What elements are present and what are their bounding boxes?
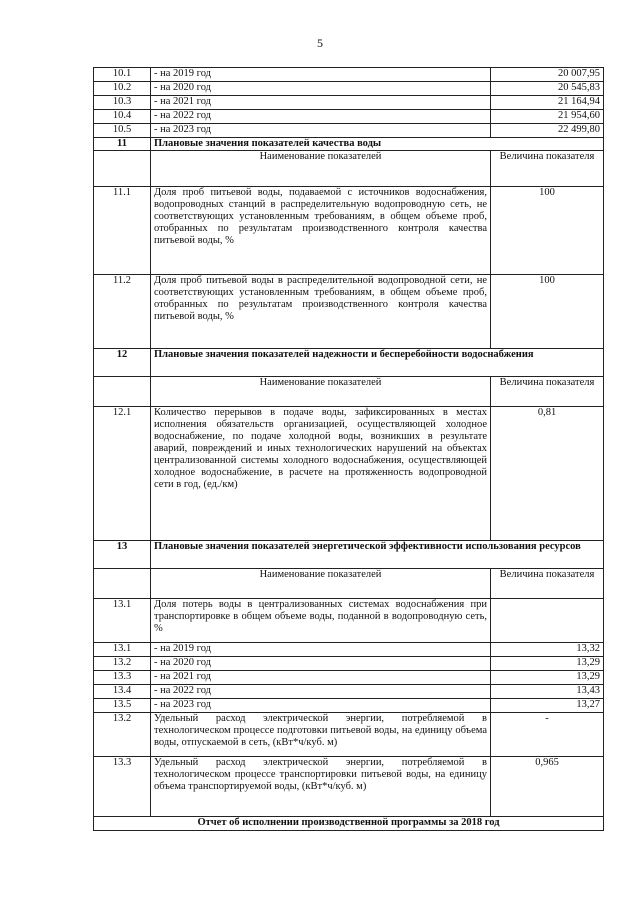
row-label: - на 2021 год — [151, 96, 491, 110]
indicators-table — [93, 67, 604, 831]
row-number: 13.1 — [94, 599, 151, 643]
section-header-13 — [94, 541, 604, 569]
table-row — [94, 657, 604, 671]
table-row — [94, 713, 604, 757]
table-row — [94, 685, 604, 699]
row-description: Доля проб питьевой воды в распределительной водопроводной сети, не соответствующих установленным требованиям, в общем объеме проб, отобранных по результатам производственного контроля качества питьевой воды, % — [151, 275, 491, 349]
page-number: 5 — [317, 36, 323, 50]
row-number: 10.2 — [94, 82, 151, 96]
section-title: Плановые значения показателей надежности и бесперебойности водоснабжения — [151, 349, 604, 377]
column-header-name: Наименование показателей — [151, 151, 491, 187]
row-label: - на 2020 год — [151, 657, 491, 671]
row-number: 13.3 — [94, 757, 151, 817]
row-number: 13.4 — [94, 685, 151, 699]
row-value: 13,27 — [491, 699, 604, 713]
row-number: 10.5 — [94, 124, 151, 138]
table-row — [94, 110, 604, 124]
row-label: - на 2021 год — [151, 671, 491, 685]
row-value: 100 — [491, 275, 604, 349]
row-number: 11.2 — [94, 275, 151, 349]
table-row — [94, 407, 604, 541]
row-number: 10.4 — [94, 110, 151, 124]
column-header-row — [94, 151, 604, 187]
section-header-12 — [94, 349, 604, 377]
row-value: 100 — [491, 187, 604, 275]
column-header-value: Величина показателя — [491, 151, 604, 187]
row-label: - на 2023 год — [151, 699, 491, 713]
footer-title: Отчет об исполнении производственной программы за 2018 год — [94, 817, 604, 831]
row-value: 0,965 — [491, 757, 604, 817]
table-row — [94, 699, 604, 713]
column-header-name: Наименование показателей — [151, 569, 491, 599]
table-row — [94, 643, 604, 657]
column-header-row — [94, 377, 604, 407]
row-label: - на 2022 год — [151, 685, 491, 699]
table-row — [94, 82, 604, 96]
row-number: 13.2 — [94, 657, 151, 671]
row-value: - — [491, 713, 604, 757]
row-value: 22 499,80 — [491, 124, 604, 138]
column-header-value: Величина показателя — [491, 569, 604, 599]
row-number: 11.1 — [94, 187, 151, 275]
section-header-11 — [94, 138, 604, 151]
row-value — [491, 599, 604, 643]
row-label: - на 2019 год — [151, 68, 491, 82]
table-row — [94, 187, 604, 275]
row-label: - на 2019 год — [151, 643, 491, 657]
table-row — [94, 275, 604, 349]
row-value: 21 954,60 — [491, 110, 604, 124]
table-row — [94, 68, 604, 82]
row-number: 13.3 — [94, 671, 151, 685]
row-number: 13.2 — [94, 713, 151, 757]
table-row — [94, 599, 604, 643]
row-value: 13,32 — [491, 643, 604, 657]
table-row — [94, 757, 604, 817]
row-label: - на 2020 год — [151, 82, 491, 96]
row-number: 13.1 — [94, 643, 151, 657]
footer-row — [94, 817, 604, 831]
row-value: 13,29 — [491, 671, 604, 685]
column-header-row — [94, 569, 604, 599]
row-description: Удельный расход электрической энергии, потребляемой в технологическом процессе транспортировки питьевой воды, на единицу объема транспортируемой воды, (кВт*ч/куб. м) — [151, 757, 491, 817]
table-row — [94, 124, 604, 138]
row-number: 12.1 — [94, 407, 151, 541]
row-number: 10.1 — [94, 68, 151, 82]
row-value: 0,81 — [491, 407, 604, 541]
section-title: Плановые значения показателей качества воды — [151, 138, 604, 151]
section-number: 11 — [94, 138, 151, 151]
row-number: 13.5 — [94, 699, 151, 713]
column-header-value: Величина показателя — [491, 377, 604, 407]
table-row — [94, 96, 604, 110]
row-label: - на 2023 год — [151, 124, 491, 138]
section-title: Плановые значения показателей энергетической эффективности использования ресурсов — [151, 541, 604, 569]
row-description: Доля потерь воды в централизованных системах водоснабжения при транспортировке в общем объеме воды, поданной в водопроводную сеть, % — [151, 599, 491, 643]
section-number: 12 — [94, 349, 151, 377]
empty-cell — [94, 569, 151, 599]
row-value: 21 164,94 — [491, 96, 604, 110]
empty-cell — [94, 151, 151, 187]
row-label: - на 2022 год — [151, 110, 491, 124]
row-value: 20 545,83 — [491, 82, 604, 96]
row-description: Доля проб питьевой воды, подаваемой с источников водоснабжения, водопроводных станций в распределительную водопроводную сеть, не соответствующих установленным требованиям, в общем объеме проб, отобранных по результатам производственного контроля качества питьевой воды, % — [151, 187, 491, 275]
section-number: 13 — [94, 541, 151, 569]
row-value: 20 007,95 — [491, 68, 604, 82]
row-value: 13,29 — [491, 657, 604, 671]
row-description: Количество перерывов в подаче воды, зафиксированных в местах исполнения обязательств организацией, осуществляющей холодное водоснабжение, по подаче холодной воды, возникших в результате аварий, повреждений и иных технологических нарушений на объектах централизованной системы холодного водоснабжения, осуществляющей холодное водоснабжение, в расчете на протяженность водопроводной сети в год, (ед./км) — [151, 407, 491, 541]
column-header-name: Наименование показателей — [151, 377, 491, 407]
table-row — [94, 671, 604, 685]
row-description: Удельный расход электрической энергии, потребляемой в технологическом процессе подготовки питьевой воды, на единицу объема воды, отпускаемой в сеть, (кВт*ч/куб. м) — [151, 713, 491, 757]
row-value: 13,43 — [491, 685, 604, 699]
row-number: 10.3 — [94, 96, 151, 110]
empty-cell — [94, 377, 151, 407]
